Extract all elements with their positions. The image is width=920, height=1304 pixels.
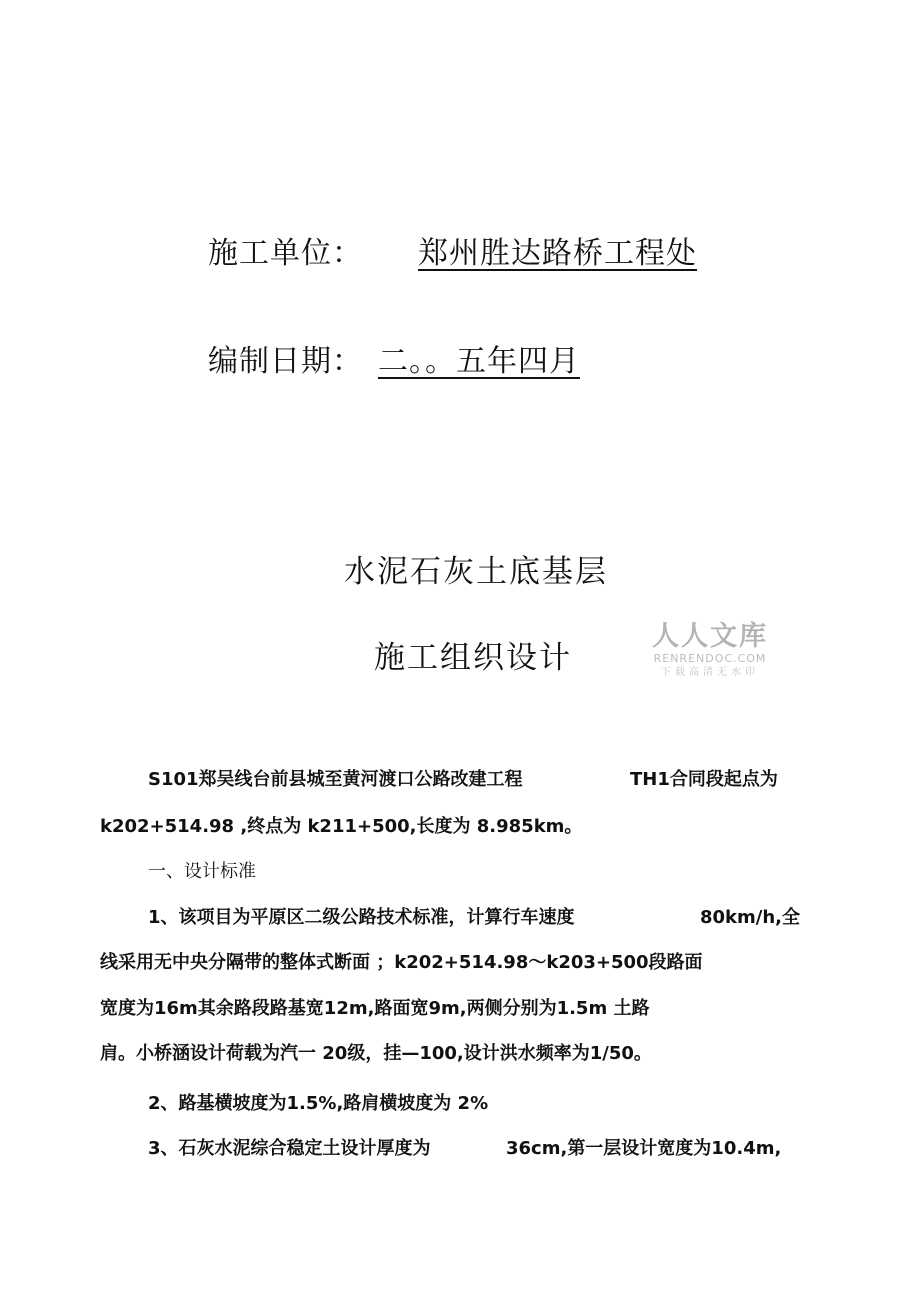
item-1-part-a: 1、该项目为平原区二级公路技术标准，计算行车速度 bbox=[148, 907, 575, 928]
unit-label: 施工单位： bbox=[208, 236, 363, 271]
item-1-part-d: 宽度为16m其余路段路基宽12m,路面宽9m,两侧分别为1.5m 土路 bbox=[100, 998, 650, 1019]
item-3-part-b: 36cm,第一层设计宽度为10.4m, bbox=[506, 1138, 782, 1159]
item-3-part-a: 3、石灰水泥综合稳定土设计厚度为 bbox=[148, 1138, 431, 1159]
date-label: 编制日期： bbox=[208, 344, 363, 379]
watermark-sub: 下载高清无水印 bbox=[661, 667, 759, 678]
unit-value: 郑州胜达路桥工程处 bbox=[418, 236, 697, 271]
paragraph-1-part-a: S101郑吴线台前县城至黄河渡口公路改建工程 bbox=[148, 769, 523, 790]
document-title-line1: 水泥石灰土底基层 bbox=[344, 554, 608, 590]
watermark-logo bbox=[645, 622, 775, 679]
paragraph-1-part-c: k202+514.98 ,终点为 k211+500,长度为 8.985km。 bbox=[100, 816, 583, 837]
watermark-en: RENRENDOC.COM bbox=[653, 652, 767, 665]
document-title-line2: 施工组织设计 bbox=[374, 640, 572, 676]
paragraph-1-part-b: TH1合同段起点为 bbox=[630, 769, 778, 790]
date-value: 二。。五年四月 bbox=[378, 344, 580, 379]
item-1-part-b: 80km/h,全 bbox=[700, 907, 801, 928]
watermark-cn: 人人文库 bbox=[652, 621, 768, 652]
item-1-part-e: 肩。小桥涵设计荷载为汽一 20级，挂—100,设计洪水频率为1/50。 bbox=[100, 1043, 652, 1064]
item-2: 2、路基横坡度为1.5%,路肩横坡度为 2% bbox=[148, 1093, 489, 1114]
item-1-part-c: 线采用无中央分隔带的整体式断面 ；k202+514.98～k203+500段路面 bbox=[100, 952, 703, 973]
section-heading-design-standard: 一、设计标准 bbox=[148, 861, 256, 882]
